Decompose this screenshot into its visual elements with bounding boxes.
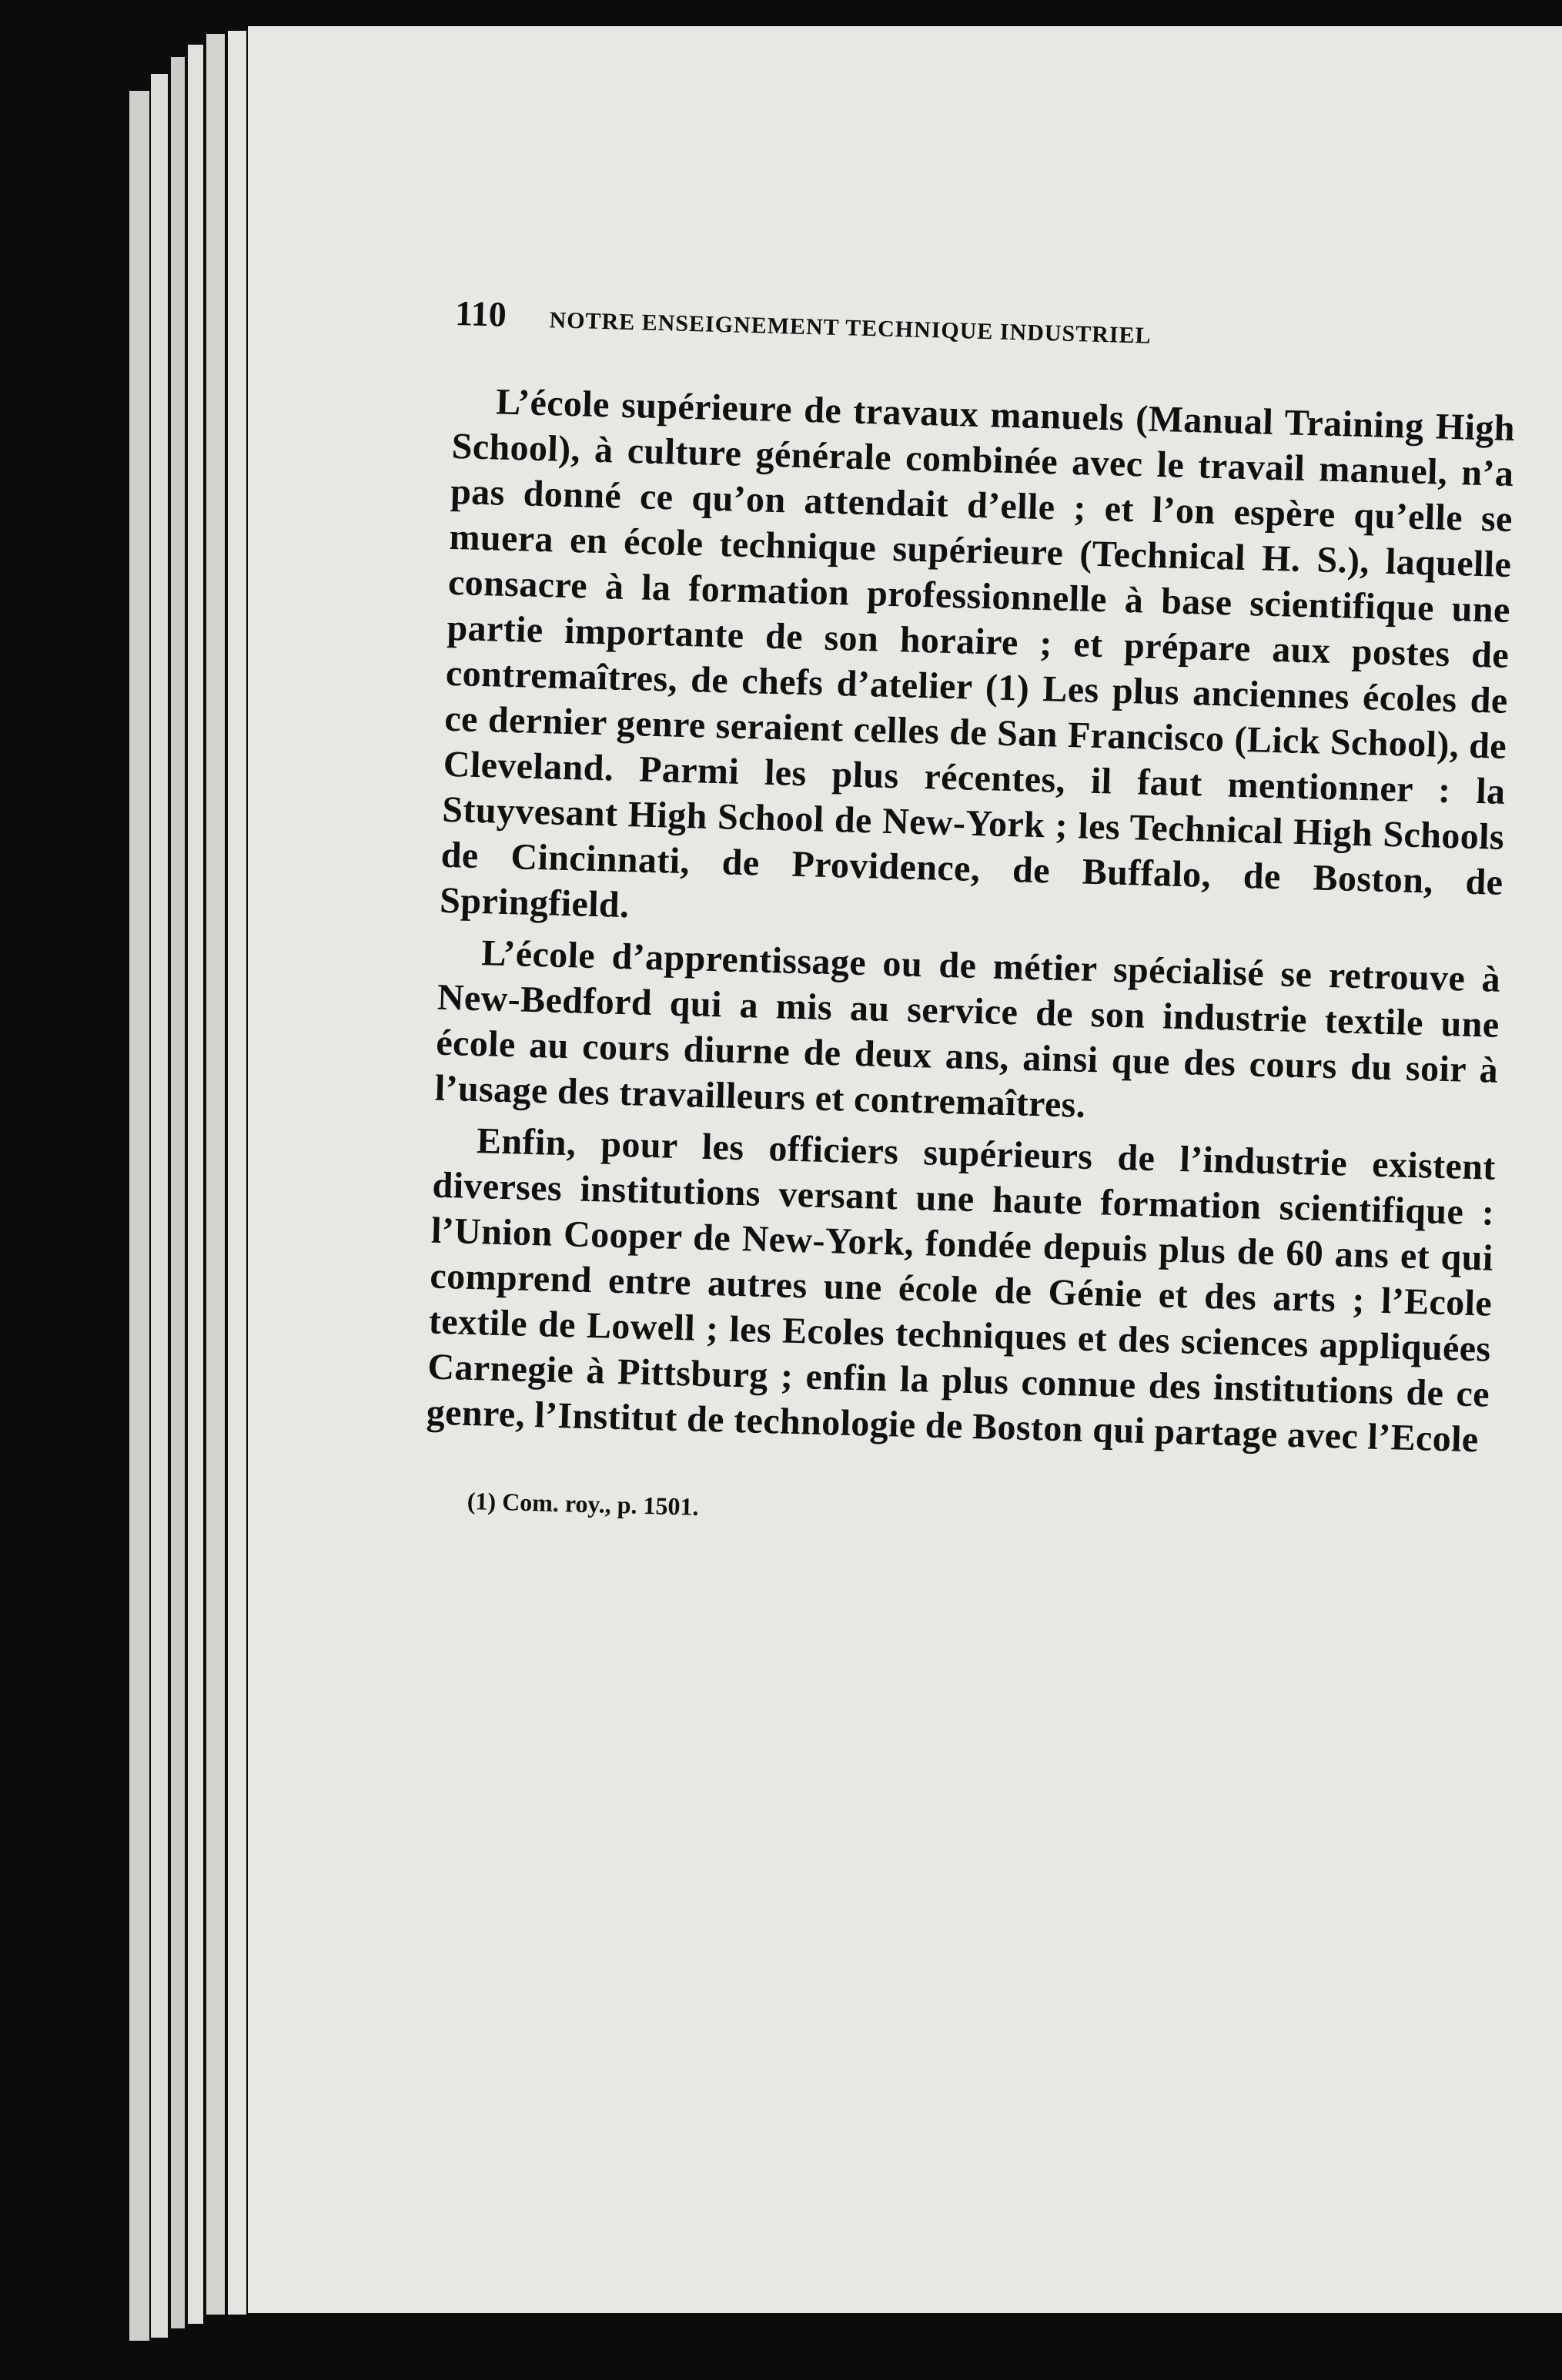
paragraph-2: L’école d’apprentissage ou de métier spécialisé se retrouve à New-Bedford qui a mis au service de son industrie textile une école au cours diurne de deux ans, ainsi que des cours du soir à l’usage des travailleurs et contremaîtres. bbox=[434, 932, 1501, 1126]
page-content bbox=[423, 293, 1517, 1542]
running-title: NOTRE ENSEIGNEMENT TECHNIQUE INDUSTRIEL bbox=[549, 307, 1152, 349]
paragraph-3: Enfin, pour les officiers supérieurs de l’industrie existent diverses institutions versant une haute formation scientifique : l’Union Cooper de New-York, fondée depuis plus de 60 ans et qui comprend entre autres une école de Génie et des arts ; l’Ecole textile de Lowell ; les Ecoles techniques et des sciences appliquées Carnegie à Pittsburg ; enfin la plus connue des institutions de ce genre, l’Institut de technologie de Boston qui partage avec l’Ecole bbox=[426, 1120, 1497, 1461]
paragraph-1: L’école supérieure de travaux manuels (Manual Training High School), à culture générale combinée avec le travail manuel, n’a pas donné ce qu’on attendait d’elle ; et l’on espère qu’elle se muera en école technique supérieure (Technical H. S.), laquelle consacre à la formation professionnelle à base scientifique une partie importante de son horaire ; et prépare aux postes de contremaîtres, de chefs d’atelier (1) Les plus anciennes écoles de ce dernier genre seraient celles de San Francisco (Lick School), de Cleveland. Parmi les plus récentes, il faut mentionner : la Stuyvesant High School de New-York ; les Technical High Schools de Cincinnati, de Providence, de Buffalo, de Boston, de Springfield. bbox=[439, 381, 1516, 926]
page-edge bbox=[206, 34, 225, 2315]
page-edge bbox=[188, 45, 203, 2324]
page-number: 110 bbox=[454, 293, 507, 334]
page-edge bbox=[129, 91, 149, 2341]
page-edge bbox=[151, 74, 168, 2338]
page-edge bbox=[171, 57, 185, 2328]
page-edge bbox=[228, 31, 246, 2315]
footnote: (1) Com. roy., p. 1501. bbox=[467, 1486, 700, 1521]
